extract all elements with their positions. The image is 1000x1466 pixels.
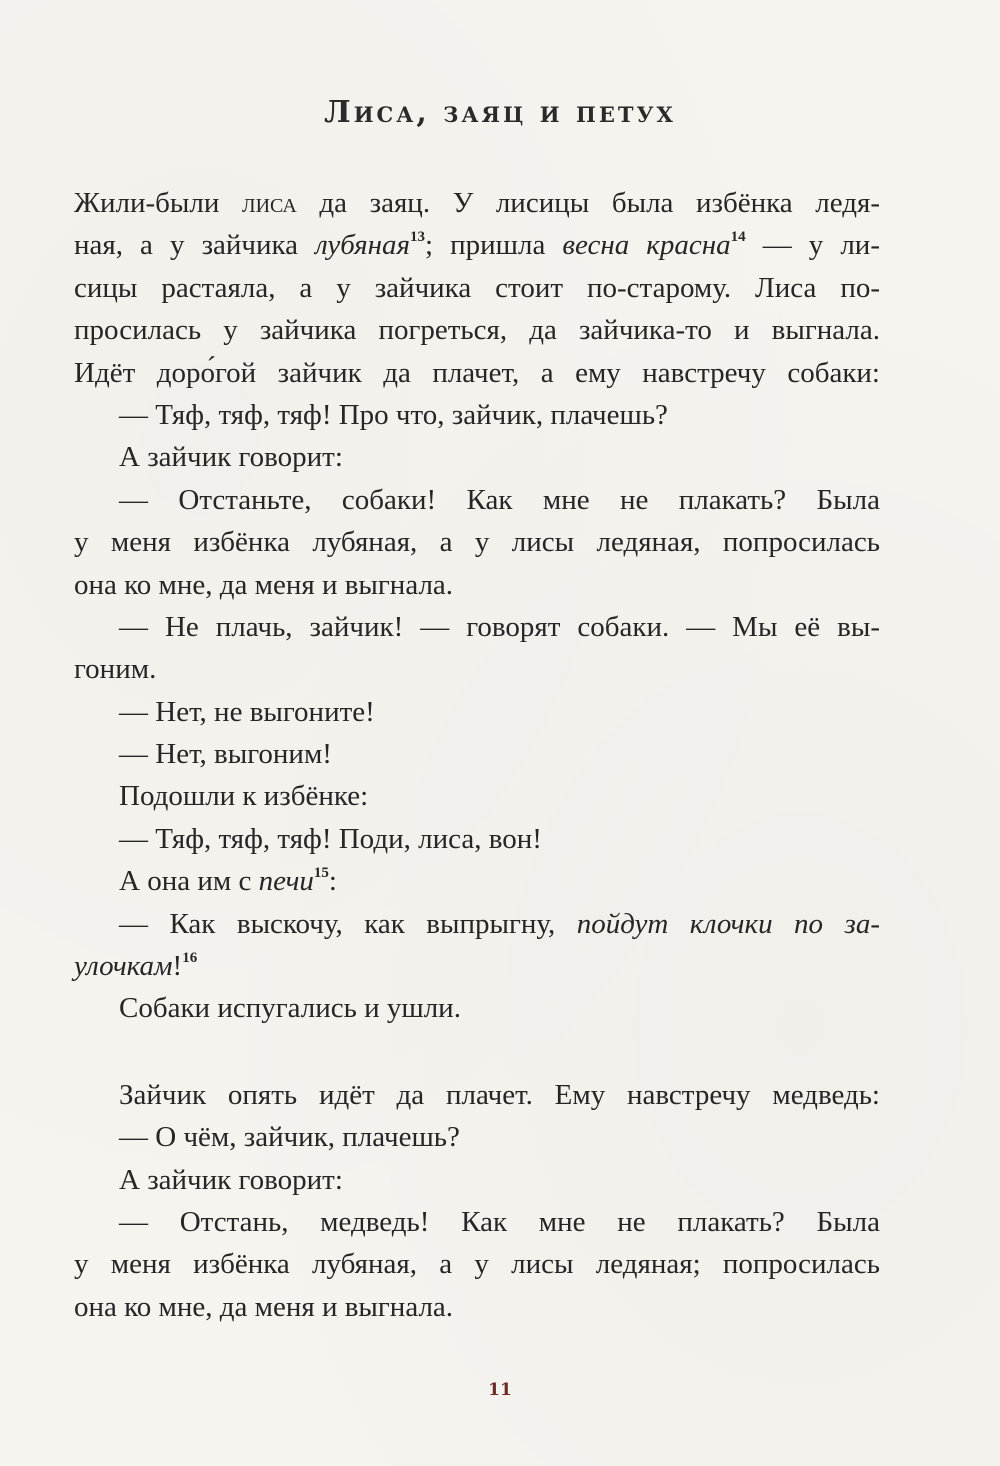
paragraph-gap — [74, 1030, 880, 1074]
text-run: Жили-были — [74, 187, 242, 219]
text-line-25: у меня избёнка лубяная, а у лисы ледяная; попросилась — [74, 1248, 880, 1281]
text-line-13: — Нет, не выгоните! — [119, 695, 375, 728]
text-line-22: — О чём, зайчик, плачешь? — [119, 1121, 460, 1154]
text-run: — Как выскочу, как выпрыгну, — [119, 907, 577, 940]
text-run: ! — [172, 950, 183, 983]
footnote-marker: 16 — [182, 950, 198, 967]
text-line-6: — Тяф, тяф, тяф! Про что, зайчик, плачешь? — [119, 398, 668, 431]
title-first-letter: Л — [324, 95, 354, 130]
text-line-14: — Нет, выгоним! — [119, 738, 332, 771]
text-run: ная, а у зайчика — [74, 229, 316, 262]
text-line-2 — [74, 224, 880, 266]
italic-term: лубяная — [315, 229, 410, 262]
footnote-marker: 15 — [313, 865, 329, 882]
text-line-11: — Не плачь, зайчик! — говорят собаки. — Мы её вы- — [119, 610, 880, 643]
text-line-4: просилась у зайчика погреться, да зайчика-то и выгнала. — [74, 314, 880, 347]
text-line-1 — [74, 182, 880, 224]
text-run: — у ли- — [745, 229, 880, 262]
page-title — [0, 95, 1000, 130]
italic-term: весна красна — [562, 229, 731, 262]
footnote-marker: 13 — [409, 229, 425, 246]
text-line-23: А зайчик говорит: — [119, 1163, 343, 1196]
page-number: 11 — [488, 1380, 512, 1400]
italic-term: улочкам — [74, 950, 173, 983]
italic-term: печи — [258, 865, 314, 898]
text-run: да заяц. У лисицы была избёнка ледя- — [296, 187, 880, 219]
text-line-24: — Отстань, медведь! Как мне не плакать? Была — [119, 1205, 880, 1238]
text-line-10: она ко мне, да меня и выгнала. — [74, 568, 454, 601]
text-line-3: сицы растаяла, а у зайчика стоит по-старому. Лиса по- — [74, 271, 880, 304]
text-run: : — [328, 865, 337, 898]
italic-term: пойдут клочки по за- — [576, 907, 880, 940]
text-line-15: Подошли к избёнке: — [119, 780, 369, 813]
text-line-20: Собаки испугались и ушли. — [119, 992, 461, 1025]
text-line-17 — [74, 860, 880, 902]
text-line-7: А зайчик говорит: — [119, 441, 343, 474]
text-line-26: она ко мне, да меня и выгнала. — [74, 1290, 454, 1323]
text-run: ; пришла — [424, 229, 563, 262]
text-run: А она им с — [119, 865, 259, 898]
text-line-12: гоним. — [74, 653, 157, 686]
story-text — [74, 182, 880, 1328]
text-line-9: у меня избёнка лубяная, а у лисы ледяная, попросилась — [74, 526, 880, 559]
text-line-16: — Тяф, тяф, тяф! Поди, лиса, вон! — [119, 822, 542, 855]
title-rest: иса, заяц и петух — [353, 95, 676, 130]
text-run-smallcaps: лиса — [242, 187, 297, 219]
footnote-marker: 14 — [730, 229, 746, 246]
text-line-19 — [74, 945, 880, 987]
text-line-21: Зайчик опять идёт да плачет. Ему навстречу медведь: — [119, 1078, 880, 1111]
text-line-5: Идёт доро́гой зайчик да плачет, а ему навстречу собаки: — [74, 356, 880, 389]
text-line-18 — [74, 903, 880, 945]
text-line-8: — Отстаньте, собаки! Как мне не плакать? Была — [119, 483, 880, 516]
